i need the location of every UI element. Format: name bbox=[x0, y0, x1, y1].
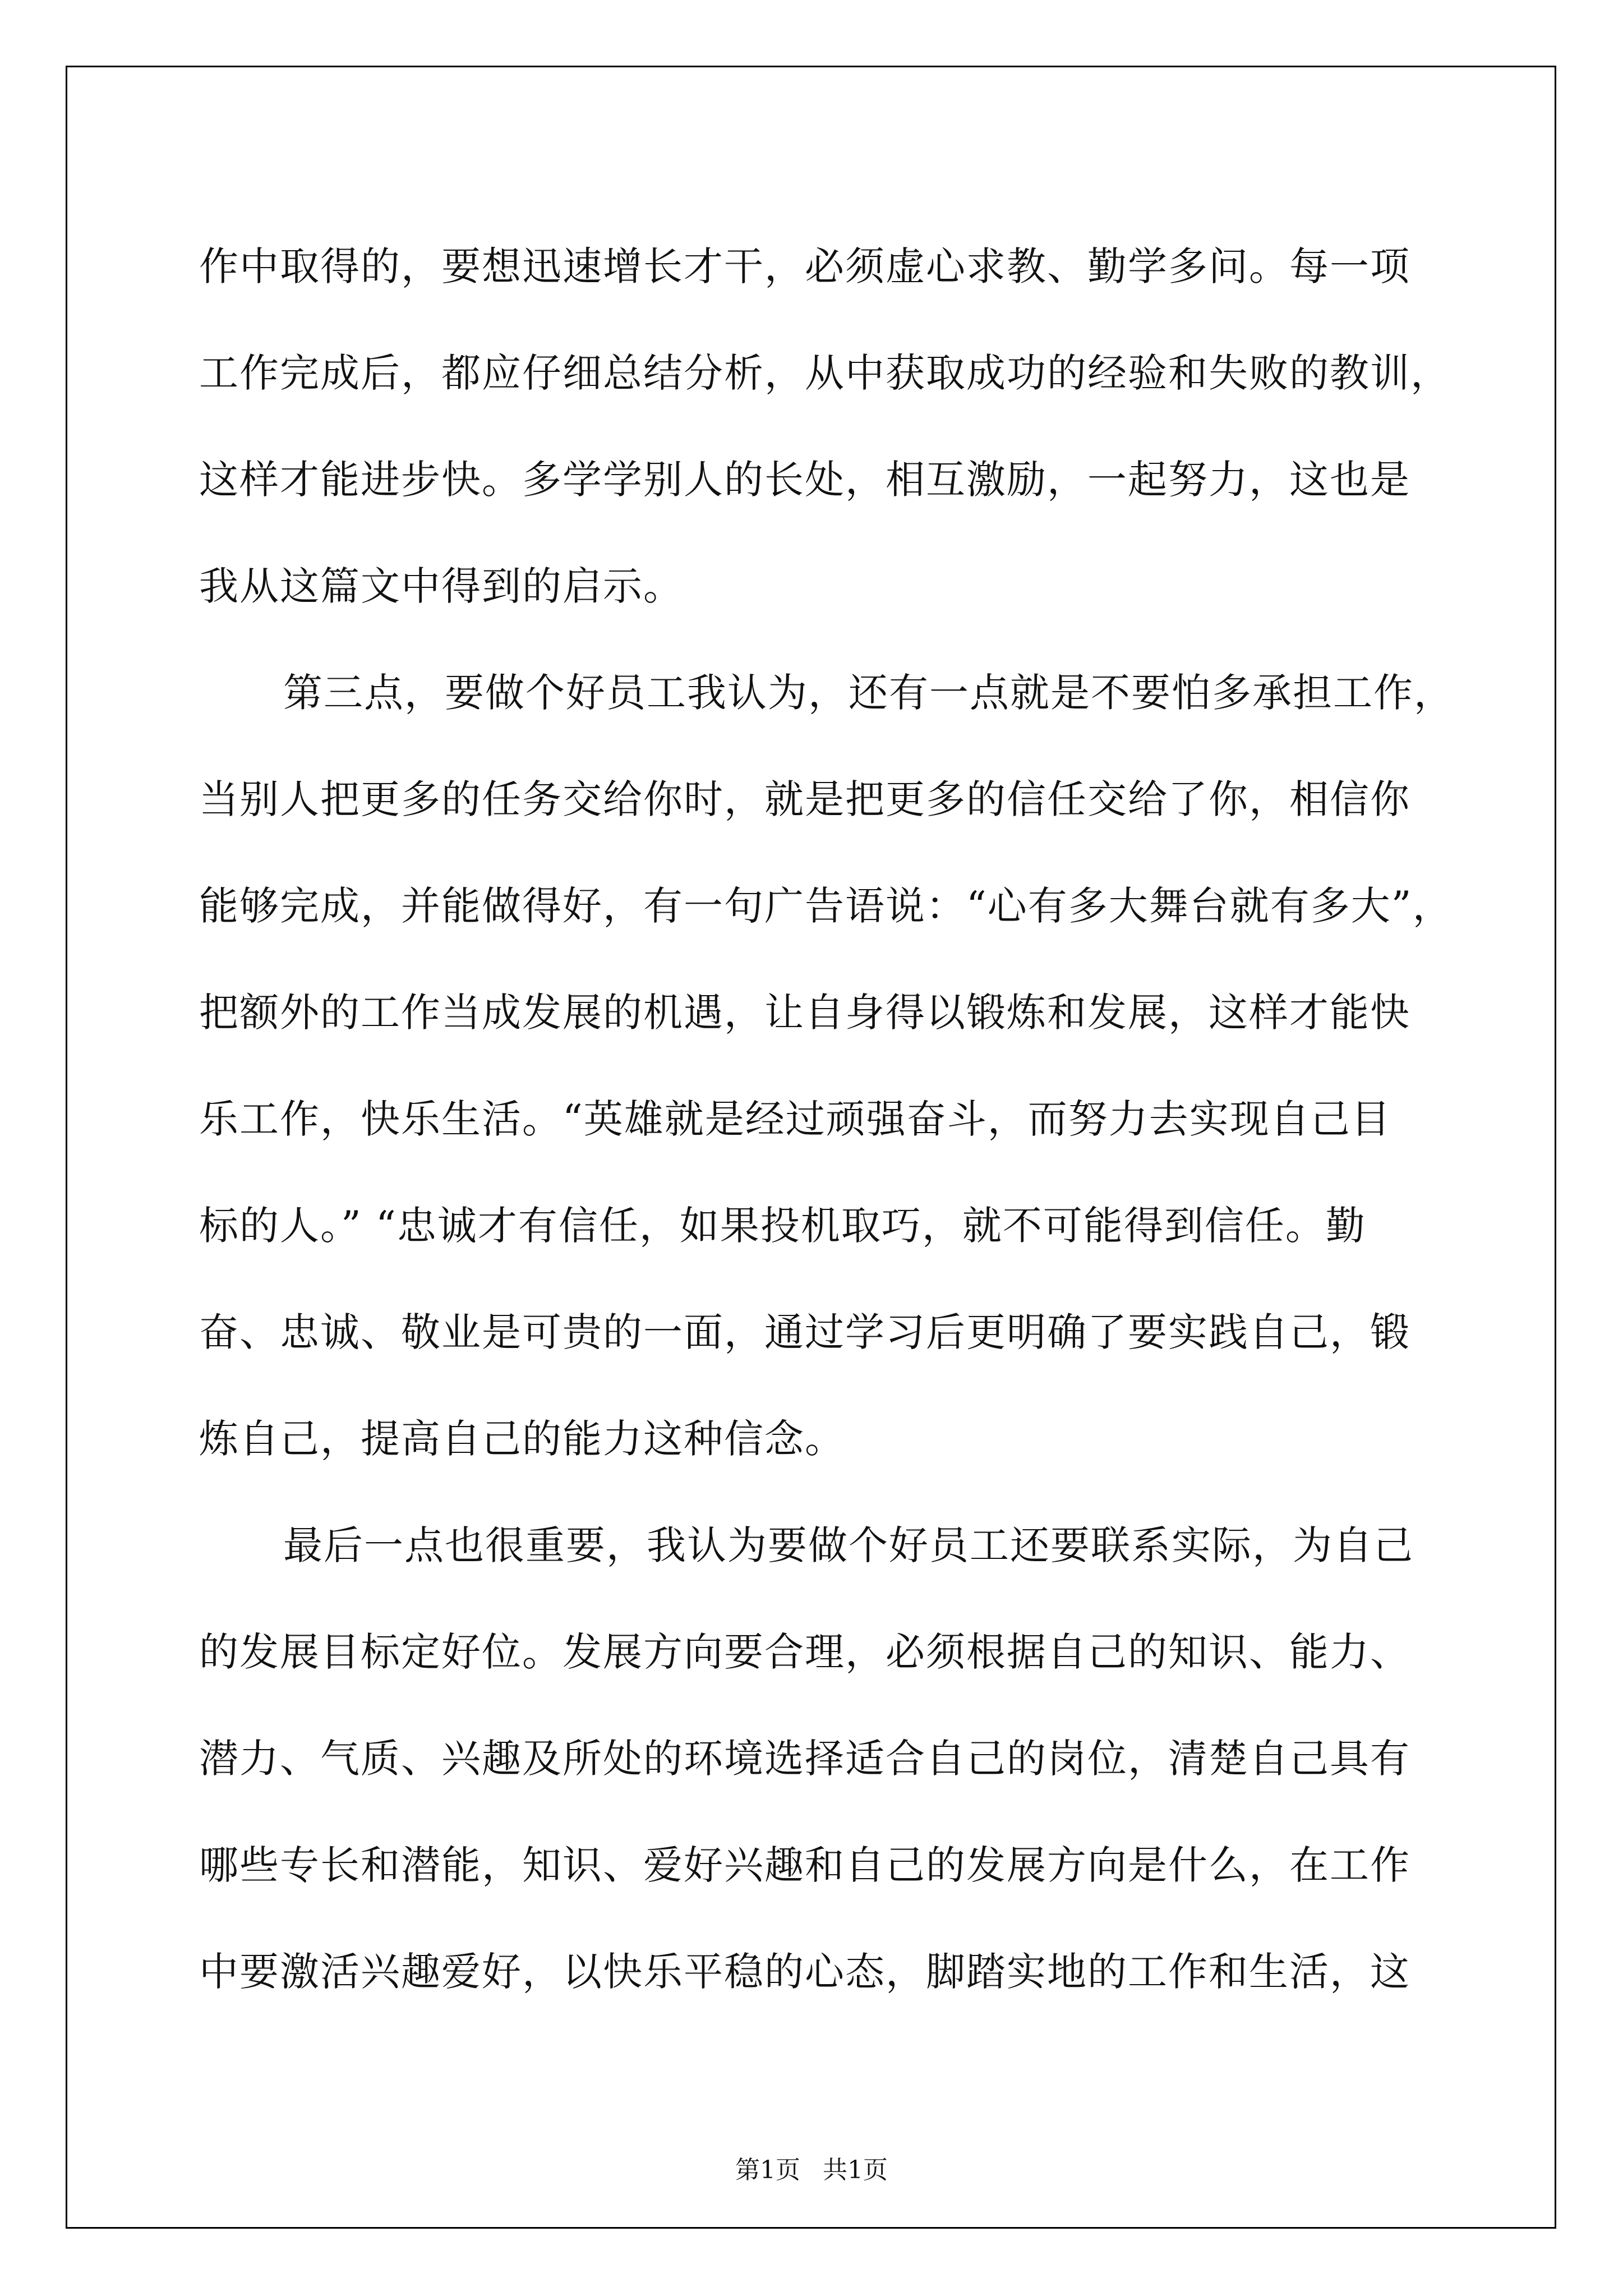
text-line: 当别人把更多的任务交给你时，就是把更多的信任交给了你，相信你 bbox=[199, 776, 1410, 822]
text-line: 标的人。” “忠诚才有信任，如果投机取巧，就不可能得到信任。勤 bbox=[199, 1203, 1366, 1249]
page-number: 第1页 bbox=[735, 2156, 800, 2184]
paragraph-start-line: 最后一点也很重要，我认为要做个好员工还要联系实际，为自己 bbox=[283, 1522, 1414, 1568]
text-line: 的发展目标定好位。发展方向要合理，必须根据自己的知识、能力、 bbox=[199, 1629, 1410, 1675]
text-line: 作中取得的，要想迅速增长才干，必须虚心求教、勤学多问。每一项 bbox=[199, 243, 1410, 289]
text-line: 这样才能进步快。多学学别人的长处，相互激励，一起努力，这也是 bbox=[199, 457, 1410, 503]
page-total: 共1页 bbox=[823, 2156, 888, 2184]
text-line: 工作完成后，都应仔细总结分析，从中获取成功的经验和失败的教训， bbox=[199, 350, 1451, 396]
text-line: 潜力、气质、兴趣及所处的环境选择适合自己的岗位，清楚自己具有 bbox=[199, 1736, 1410, 1782]
text-line: 炼自己，提高自己的能力这种信念。 bbox=[199, 1416, 845, 1462]
text-line: 能够完成，并能做得好，有一句广告语说：“心有多大舞台就有多大”， bbox=[199, 883, 1453, 929]
text-line: 我从这篇文中得到的启示。 bbox=[199, 563, 684, 609]
paragraph-start-line: 第三点，要做个好员工我认为，还有一点就是不要怕多承担工作， bbox=[283, 670, 1454, 716]
text-line: 中要激活兴趣爱好，以快乐平稳的心态，脚踏实地的工作和生活，这 bbox=[199, 1949, 1410, 1995]
document-body bbox=[199, 213, 1467, 2025]
text-line: 把额外的工作当成发展的机遇，让自身得以锻炼和发展，这样才能快 bbox=[199, 990, 1410, 1036]
text-line: 哪些专长和潜能，知识、爱好兴趣和自己的发展方向是什么，在工作 bbox=[199, 1842, 1410, 1888]
page-footer bbox=[0, 2150, 1623, 2185]
text-line: 乐工作，快乐生活。“英雄就是经过顽强奋斗，而努力去实现自己目 bbox=[199, 1096, 1391, 1142]
text-line: 奋、忠诚、敬业是可贵的一面，通过学习后更明确了要实践自己，锻 bbox=[199, 1309, 1410, 1355]
